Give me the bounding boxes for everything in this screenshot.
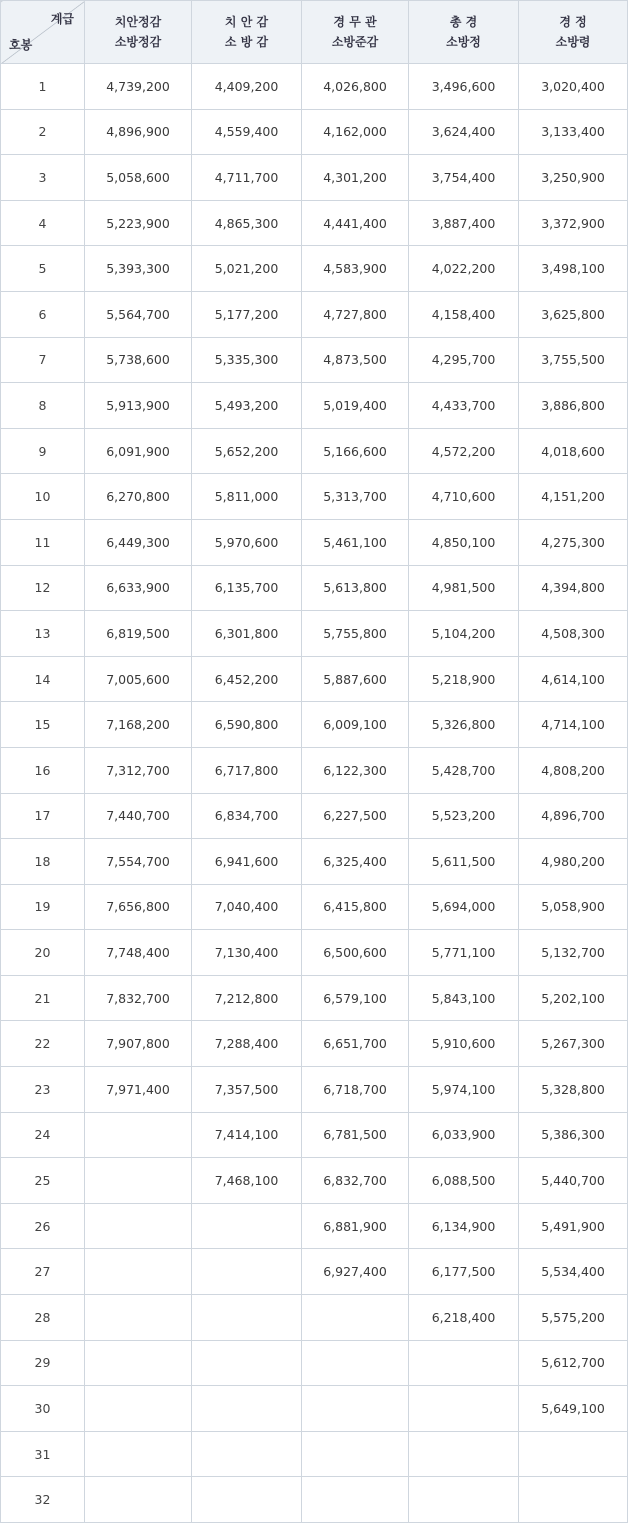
salary-cell [85,1386,192,1432]
salary-cell: 5,910,600 [409,1021,519,1067]
salary-cell: 4,433,700 [409,383,519,429]
salary-cell: 5,313,700 [302,474,409,520]
salary-cell: 6,717,800 [192,747,302,793]
salary-cell: 5,132,700 [519,930,628,976]
salary-cell [192,1203,302,1249]
salary-cell: 7,288,400 [192,1021,302,1067]
corner-step-label: 호봉 [9,38,33,52]
salary-cell: 3,887,400 [409,200,519,246]
salary-cell: 5,611,500 [409,839,519,885]
salary-cell: 4,572,200 [409,428,519,474]
salary-cell: 5,523,200 [409,793,519,839]
table-row [1,1203,628,1249]
salary-cell: 4,295,700 [409,337,519,383]
salary-cell [302,1431,409,1477]
salary-cell: 5,613,800 [302,565,409,611]
salary-cell [85,1340,192,1386]
salary-cell: 6,941,600 [192,839,302,885]
salary-cell: 5,267,300 [519,1021,628,1067]
salary-cell [85,1249,192,1295]
salary-cell: 6,834,700 [192,793,302,839]
salary-cell: 6,449,300 [85,519,192,565]
salary-cell [192,1340,302,1386]
step-number-cell: 6 [1,291,85,337]
table-row [1,337,628,383]
salary-cell [85,1295,192,1341]
column-header-fire-rank: 소방정감 [114,35,162,49]
salary-cell: 6,500,600 [302,930,409,976]
table-row [1,1158,628,1204]
salary-cell [302,1340,409,1386]
salary-cell: 6,270,800 [85,474,192,520]
table-row [1,246,628,292]
table-row [1,793,628,839]
salary-cell [409,1477,519,1523]
table-row [1,155,628,201]
table-row [1,1431,628,1477]
table-row [1,1067,628,1113]
salary-cell: 4,559,400 [192,109,302,155]
salary-cell: 5,058,900 [519,884,628,930]
salary-cell: 7,832,700 [85,975,192,1021]
salary-cell: 7,130,400 [192,930,302,976]
salary-cell: 5,694,000 [409,884,519,930]
salary-cell: 7,040,400 [192,884,302,930]
step-number-cell: 7 [1,337,85,383]
table-row [1,930,628,976]
column-header-1 [85,1,192,64]
step-number-cell: 1 [1,64,85,110]
salary-cell: 4,896,900 [85,109,192,155]
salary-cell [85,1112,192,1158]
corner-header-cell [1,1,85,64]
salary-cell: 3,625,800 [519,291,628,337]
salary-cell: 3,754,400 [409,155,519,201]
salary-cell: 7,005,600 [85,656,192,702]
salary-cell: 4,026,800 [302,64,409,110]
column-header-fire-rank: 소방준감 [331,35,379,49]
salary-cell: 5,177,200 [192,291,302,337]
column-header-3 [302,1,409,64]
salary-cell [85,1203,192,1249]
table-body [1,64,628,1523]
salary-cell: 6,134,900 [409,1203,519,1249]
step-number-cell: 31 [1,1431,85,1477]
salary-cell: 7,748,400 [85,930,192,976]
salary-cell: 5,493,200 [192,383,302,429]
salary-cell: 6,091,900 [85,428,192,474]
column-header-4 [409,1,519,64]
column-header-fire-rank: 소방령 [555,35,591,49]
step-number-cell: 26 [1,1203,85,1249]
table-row [1,884,628,930]
salary-cell: 6,177,500 [409,1249,519,1295]
step-number-cell: 16 [1,747,85,793]
table-row [1,519,628,565]
salary-cell: 7,212,800 [192,975,302,1021]
salary-cell: 4,710,600 [409,474,519,520]
salary-cell: 5,461,100 [302,519,409,565]
column-header-police-rank: 치안정감 [114,15,162,29]
table-row [1,656,628,702]
salary-cell: 5,811,000 [192,474,302,520]
salary-cell: 4,980,200 [519,839,628,885]
salary-cell: 4,158,400 [409,291,519,337]
salary-cell: 3,133,400 [519,109,628,155]
salary-cell [302,1386,409,1432]
table-row [1,64,628,110]
salary-cell [192,1295,302,1341]
salary-cell [302,1477,409,1523]
salary-cell: 4,508,300 [519,611,628,657]
step-number-cell: 14 [1,656,85,702]
salary-cell: 5,534,400 [519,1249,628,1295]
salary-cell: 5,218,900 [409,656,519,702]
salary-cell: 3,498,100 [519,246,628,292]
salary-cell: 5,440,700 [519,1158,628,1204]
salary-cell: 6,227,500 [302,793,409,839]
corner-rank-label: 계급 [50,12,74,26]
salary-cell: 5,166,600 [302,428,409,474]
salary-cell [302,1295,409,1341]
column-header-fire-rank: 소 방 감 [224,35,269,49]
salary-cell: 6,135,700 [192,565,302,611]
salary-cell: 5,771,100 [409,930,519,976]
salary-cell: 6,819,500 [85,611,192,657]
salary-cell: 4,583,900 [302,246,409,292]
salary-cell: 6,651,700 [302,1021,409,1067]
salary-cell: 5,755,800 [302,611,409,657]
salary-cell: 3,496,600 [409,64,519,110]
step-number-cell: 19 [1,884,85,930]
salary-cell: 6,718,700 [302,1067,409,1113]
salary-cell [192,1249,302,1295]
column-header-fire-rank: 소방정 [446,35,481,49]
step-number-cell: 9 [1,428,85,474]
header-row [1,1,628,64]
column-header-2 [192,1,302,64]
salary-cell [409,1340,519,1386]
table-row [1,1021,628,1067]
salary-cell: 5,393,300 [85,246,192,292]
table-row [1,1112,628,1158]
salary-cell: 4,808,200 [519,747,628,793]
salary-cell: 4,873,500 [302,337,409,383]
salary-cell: 5,970,600 [192,519,302,565]
salary-cell: 4,162,000 [302,109,409,155]
step-number-cell: 5 [1,246,85,292]
salary-cell [409,1431,519,1477]
salary-cell: 5,738,600 [85,337,192,383]
step-number-cell: 32 [1,1477,85,1523]
salary-cell: 6,579,100 [302,975,409,1021]
step-number-cell: 30 [1,1386,85,1432]
salary-cell: 7,656,800 [85,884,192,930]
salary-cell: 4,151,200 [519,474,628,520]
salary-cell: 4,850,100 [409,519,519,565]
salary-cell: 5,021,200 [192,246,302,292]
salary-cell: 3,020,400 [519,64,628,110]
step-number-cell: 12 [1,565,85,611]
salary-cell: 4,727,800 [302,291,409,337]
salary-cell: 4,441,400 [302,200,409,246]
step-number-cell: 10 [1,474,85,520]
salary-cell: 7,907,800 [85,1021,192,1067]
salary-cell: 5,019,400 [302,383,409,429]
step-number-cell: 21 [1,975,85,1021]
table-row [1,474,628,520]
salary-cell: 5,913,900 [85,383,192,429]
table-row [1,565,628,611]
salary-cell [85,1431,192,1477]
step-number-cell: 15 [1,702,85,748]
salary-cell: 4,739,200 [85,64,192,110]
salary-cell: 6,122,300 [302,747,409,793]
salary-cell: 5,104,200 [409,611,519,657]
salary-cell: 7,168,200 [85,702,192,748]
salary-cell: 4,018,600 [519,428,628,474]
table-row [1,200,628,246]
salary-cell: 7,971,400 [85,1067,192,1113]
salary-cell: 3,886,800 [519,383,628,429]
salary-cell [192,1431,302,1477]
salary-cell: 7,468,100 [192,1158,302,1204]
salary-cell [192,1477,302,1523]
salary-cell: 6,415,800 [302,884,409,930]
salary-cell: 5,386,300 [519,1112,628,1158]
table-row [1,611,628,657]
salary-cell: 3,624,400 [409,109,519,155]
step-number-cell: 11 [1,519,85,565]
salary-cell: 5,564,700 [85,291,192,337]
column-header-police-rank: 경 무 관 [333,15,377,29]
salary-cell: 6,218,400 [409,1295,519,1341]
salary-cell: 4,394,800 [519,565,628,611]
table-row [1,1386,628,1432]
table-row [1,1295,628,1341]
salary-cell: 6,927,400 [302,1249,409,1295]
step-number-cell: 23 [1,1067,85,1113]
salary-cell: 5,652,200 [192,428,302,474]
salary-cell: 7,554,700 [85,839,192,885]
salary-cell: 5,335,300 [192,337,302,383]
salary-cell: 5,843,100 [409,975,519,1021]
table-row [1,1477,628,1523]
step-number-cell: 2 [1,109,85,155]
salary-cell: 4,896,700 [519,793,628,839]
table-row [1,1340,628,1386]
step-number-cell: 8 [1,383,85,429]
salary-cell: 6,301,800 [192,611,302,657]
salary-cell: 6,009,100 [302,702,409,748]
step-number-cell: 29 [1,1340,85,1386]
step-number-cell: 24 [1,1112,85,1158]
salary-cell: 5,491,900 [519,1203,628,1249]
table-row [1,428,628,474]
step-number-cell: 13 [1,611,85,657]
salary-cell: 4,409,200 [192,64,302,110]
salary-cell: 6,590,800 [192,702,302,748]
salary-cell: 6,452,200 [192,656,302,702]
salary-cell: 7,414,100 [192,1112,302,1158]
salary-cell: 3,372,900 [519,200,628,246]
table-header [1,1,628,64]
salary-cell [519,1431,628,1477]
table-row [1,109,628,155]
step-number-cell: 27 [1,1249,85,1295]
step-number-cell: 18 [1,839,85,885]
salary-cell: 7,312,700 [85,747,192,793]
salary-cell: 3,755,500 [519,337,628,383]
salary-cell: 5,612,700 [519,1340,628,1386]
column-header-police-rank: 치 안 감 [224,15,269,29]
salary-cell: 6,633,900 [85,565,192,611]
salary-cell: 6,881,900 [302,1203,409,1249]
table-row [1,291,628,337]
table-row [1,975,628,1021]
salary-cell [85,1477,192,1523]
salary-cell: 5,887,600 [302,656,409,702]
table-row [1,383,628,429]
salary-cell: 4,275,300 [519,519,628,565]
salary-cell: 5,428,700 [409,747,519,793]
salary-cell: 5,202,100 [519,975,628,1021]
salary-cell: 4,714,100 [519,702,628,748]
salary-cell: 6,088,500 [409,1158,519,1204]
salary-cell [409,1386,519,1432]
salary-cell: 7,440,700 [85,793,192,839]
salary-cell: 5,328,800 [519,1067,628,1113]
salary-cell: 6,832,700 [302,1158,409,1204]
salary-cell [192,1386,302,1432]
table-row [1,839,628,885]
step-number-cell: 28 [1,1295,85,1341]
salary-cell: 6,781,500 [302,1112,409,1158]
salary-cell: 5,974,100 [409,1067,519,1113]
salary-cell: 4,614,100 [519,656,628,702]
salary-cell [85,1158,192,1204]
salary-cell: 4,711,700 [192,155,302,201]
salary-cell: 6,033,900 [409,1112,519,1158]
salary-cell: 3,250,900 [519,155,628,201]
salary-cell: 6,325,400 [302,839,409,885]
salary-cell: 5,575,200 [519,1295,628,1341]
step-number-cell: 4 [1,200,85,246]
step-number-cell: 20 [1,930,85,976]
salary-cell: 5,223,900 [85,200,192,246]
column-header-police-rank: 총 경 [449,15,478,29]
column-header-5 [519,1,628,64]
salary-cell: 4,301,200 [302,155,409,201]
salary-cell: 5,649,100 [519,1386,628,1432]
salary-cell: 7,357,500 [192,1067,302,1113]
step-number-cell: 17 [1,793,85,839]
step-number-cell: 3 [1,155,85,201]
salary-cell [519,1477,628,1523]
column-header-police-rank: 경 정 [559,15,587,29]
step-number-cell: 22 [1,1021,85,1067]
table-row [1,1249,628,1295]
table-row [1,702,628,748]
salary-cell: 4,865,300 [192,200,302,246]
step-number-cell: 25 [1,1158,85,1204]
salary-cell: 5,058,600 [85,155,192,201]
salary-cell: 4,022,200 [409,246,519,292]
salary-cell: 4,981,500 [409,565,519,611]
salary-cell: 5,326,800 [409,702,519,748]
table-row [1,747,628,793]
